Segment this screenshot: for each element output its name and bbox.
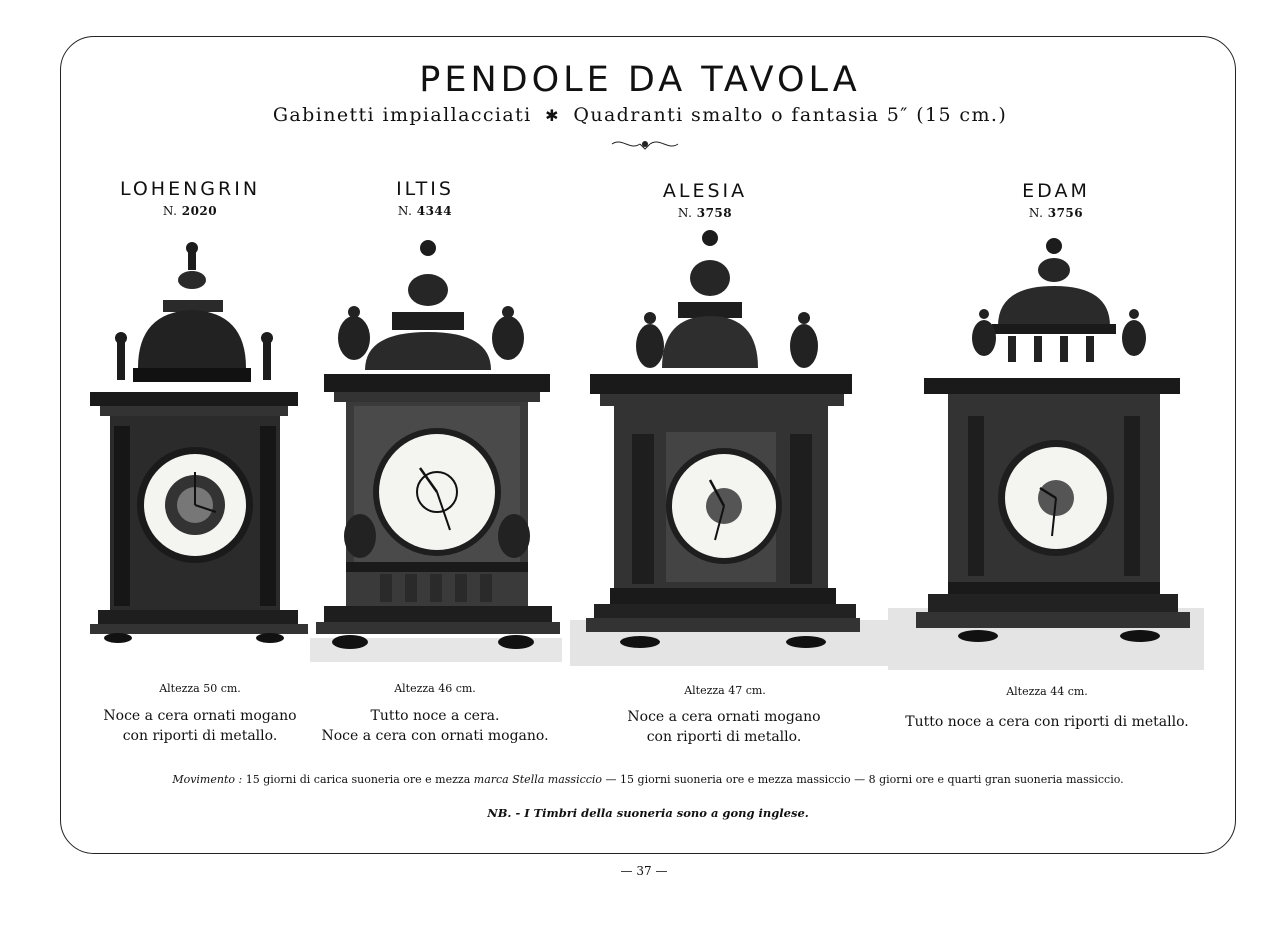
clock-name: ILTIS [396,178,454,200]
clock-header-edam [976,180,1136,220]
clock-description: Noce a cera ornati mogano con riporti di metallo. [627,709,821,745]
clock-header-alesia [625,180,785,220]
iltis-clock-illustration [310,240,562,665]
clock-number: N. 4344 [397,204,453,218]
clock-description: Noce a cera ornati mogano con riporti di metallo. [103,708,297,744]
clock-header-iltis [345,178,505,218]
page-number: — 37 — [620,864,668,878]
clock-description: Tutto noce a cera. Noce a cera con ornati mogano. [321,708,549,744]
movement-note: Movimento : 15 giorni di carica suoneria ore e mezza marca Stella massiccio — 15 giorni suoneria ore e mezza massiccio — 8 giorni ore e quarti gran suoneria massiccio. [172,773,1124,786]
clock-name: LOHENGRIN [119,178,261,200]
nb-note: NB. - I Timbri della suoneria sono a gong inglese. [487,806,809,820]
clock-name: ALESIA [662,180,748,202]
clock-number: N. 3758 [677,206,733,220]
clock-height: Altezza 44 cm. [1006,685,1088,698]
scroll-ornament-icon [610,135,680,153]
page-subtitle [0,104,1280,126]
clock-header-lohengrin [110,178,270,218]
edam-clock-illustration [888,236,1204,674]
clock-height: Altezza 50 cm. [159,682,241,695]
lohengrin-clock-illustration [88,240,310,645]
alesia-clock-illustration [570,228,888,674]
subtitle-left: Gabinetti impiallacciati [272,104,532,126]
clock-number: N. 2020 [162,204,218,218]
clock-height: Altezza 46 cm. [394,682,476,695]
clock-name: EDAM [1022,180,1090,202]
separator-ornament-icon: ✱ [545,106,560,125]
page-title: PENDOLE DA TAVOLA [419,60,861,100]
clock-height: Altezza 47 cm. [684,684,766,697]
clock-number: N. 3756 [1028,206,1084,220]
clock-description: Tutto noce a cera con riporti di metallo. [905,714,1189,730]
subtitle-right: Quadranti smalto o fantasia 5″ (15 cm.) [573,104,1008,126]
